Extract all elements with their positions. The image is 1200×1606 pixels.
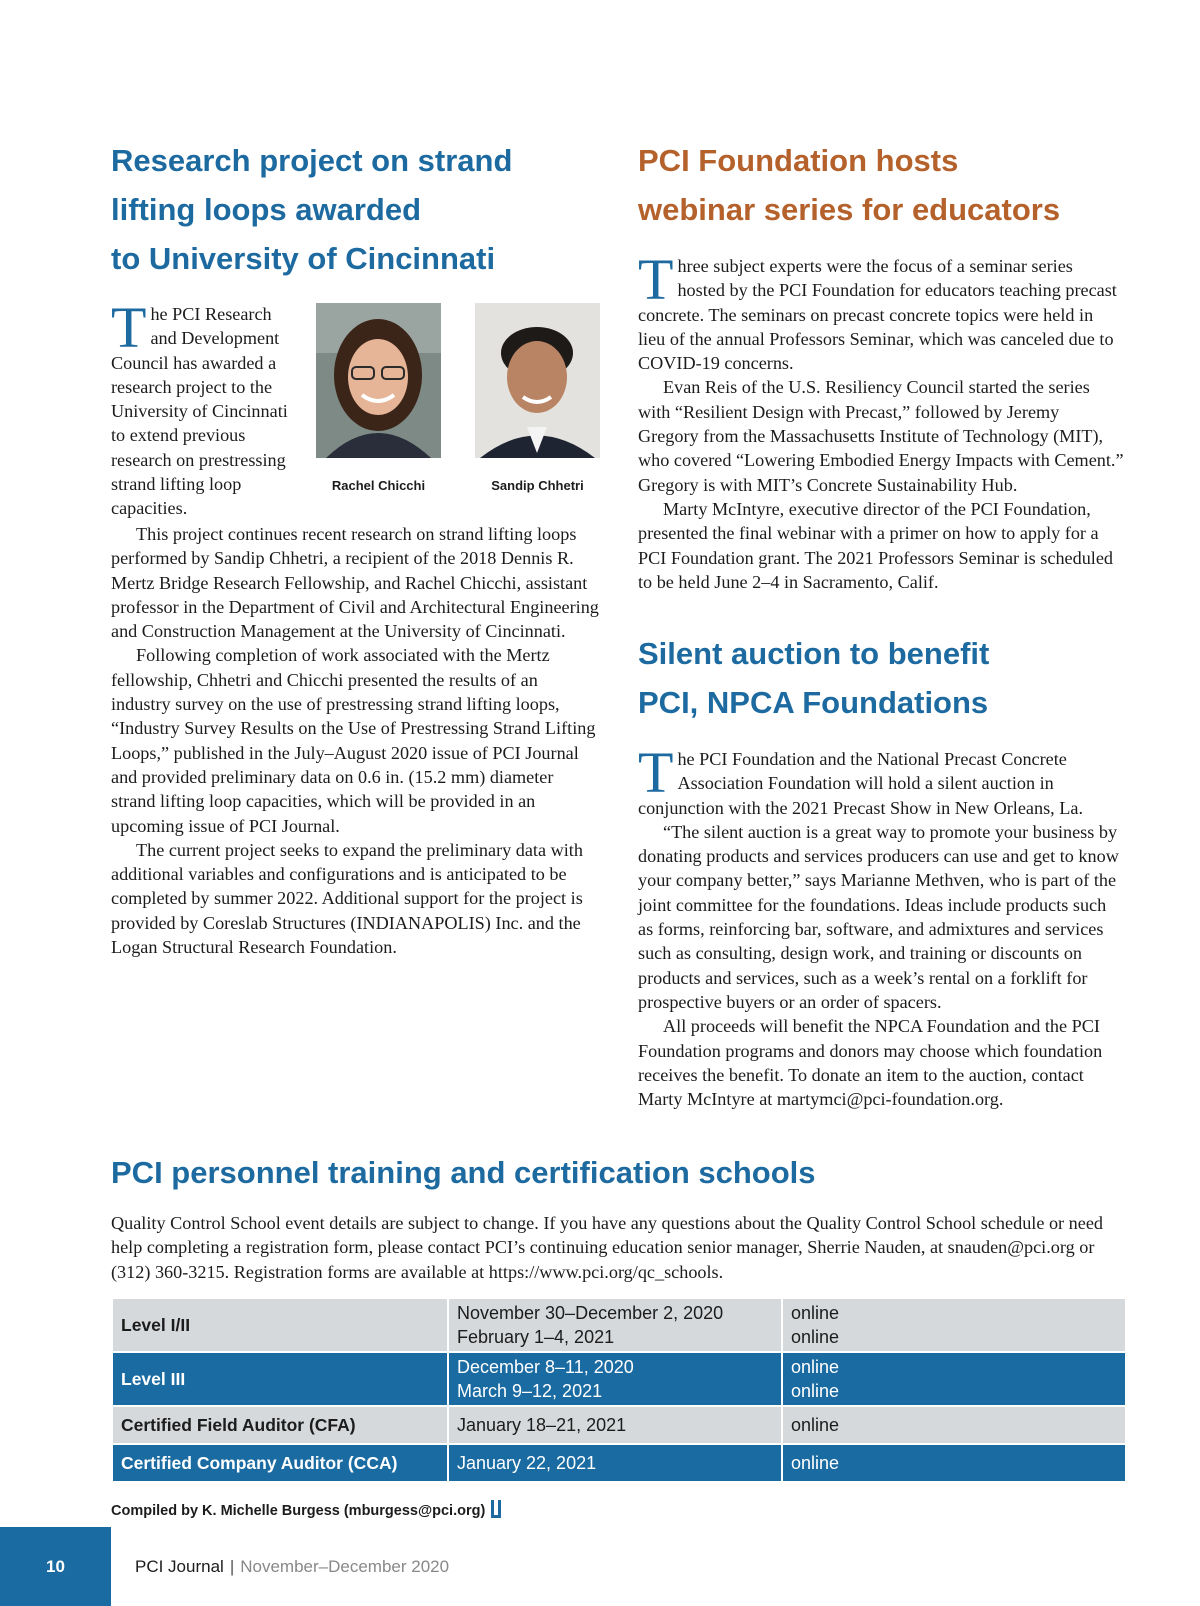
lead-text: hree subject experts were the focus of a seminar series hosted by the PCI Foundation for educators teaching precast concrete. The seminars on precast concrete topics were held in lieu of the annual Professors Seminar, which was canceled due to COVID-19 concerns. [638,256,1117,374]
drop-cap: T [638,247,674,312]
location-cell [782,1444,1126,1482]
date-line: January 18–21, 2021 [457,1415,627,1435]
compiled-by [111,1500,501,1519]
date-line: December 8–11, 2020 [457,1357,634,1377]
running-footer [135,1557,449,1577]
dates-cell [448,1406,782,1444]
location-cell [782,1352,1126,1406]
heading-line: PCI Foundation hosts [638,143,959,178]
page-number: 10 [46,1557,65,1576]
table-row [112,1298,1126,1352]
paragraph: Following completion of work associated with the Mertz fellowship, Chhetri and Chicchi presented the results of an industry survey on the use of prestressing strand lifting loops, “Industry Survey Results on the Use of Prestressing Strand Lifting Loops,” published in the July–August 2020 issue of PCI Journal and provided preliminary data on 0.6 in. (15.2 mm) diameter strand lifting loop capacities, which will be provided in an upcoming issue of PCI Journal. [111,645,596,836]
lead-paragraph [111,295,291,521]
lead-paragraph [638,740,1124,820]
lead-text: he PCI Foundation and the National Precast Concrete Association Foundation will hold a silent auction in conjunction with the 2021 Precast Show in New Orleans, La. [638,749,1083,818]
research-heading [111,136,512,283]
compiled-by-text: Compiled by K. Michelle Burgess (mburgess@pci.org) [111,1503,486,1519]
paragraph: Marty McIntyre, executive director of the PCI Foundation, presented the final webinar with a primer on how to apply for a PCI Foundation grant. The 2021 Professors Seminar is scheduled to be held June 2–4 in Sacramento, Calif. [638,498,1114,592]
heading-line: Research project on strand [111,143,513,178]
table-row [112,1352,1126,1406]
location-line: online [791,1415,840,1435]
photo-caption: Sandip Chhetri [491,478,584,493]
heading-line: to University of Cincinnati [111,241,496,276]
dates-cell [448,1444,782,1482]
schedule-table [111,1297,1127,1483]
portrait-image [475,303,600,458]
photo-sandip-chhetri [475,303,600,458]
date-line: February 1–4, 2021 [457,1327,615,1347]
level-cell: Level III [112,1352,448,1406]
heading-line: webinar series for educators [638,192,1061,227]
drop-cap: T [111,295,147,360]
end-mark-icon [491,1500,501,1518]
photo-rachel-chicchi [316,303,441,458]
lead-paragraph [638,247,1124,375]
date-line: March 9–12, 2021 [457,1381,603,1401]
heading-line: PCI personnel training and certification schools [111,1155,816,1190]
location-cell [782,1406,1126,1444]
level-cell: Certified Field Auditor (CFA) [112,1406,448,1444]
webinar-body [638,247,1124,594]
paragraph: “The silent auction is a great way to promote your business by donating products and services producers can use and get to know your company better,” says Marianne Methven, who is part of the joint committee for the foundations. Ideas include products such as forms, reinforcing bar, software, and admixtures and services such as consulting, design work, and training or discounts on products and services, such as a week’s rental on a forklift for prospective buyers or an order of spacers. [638,821,1119,1012]
date-line: January 22, 2021 [457,1453,597,1473]
table-row [112,1406,1126,1444]
journal-name: PCI Journal [135,1557,224,1576]
research-lead [111,295,291,521]
dates-cell [448,1352,782,1406]
schools-heading [111,1148,816,1197]
table-row [112,1444,1126,1482]
research-body [111,522,599,959]
heading-line: Silent auction to benefit [638,636,990,671]
location-line: online [791,1327,840,1347]
location-line: online [791,1453,840,1473]
paragraph: Evan Reis of the U.S. Resiliency Council started the series with “Resilient Design with Precast,” followed by Jeremy Gregory from the Massachusetts Institute of Technology (MIT), who covered “Lowering Embodied Energy Impacts with Cement.” Gregory is with MIT’s Concrete Sustainability Hub. [638,377,1124,495]
auction-body [638,740,1124,1111]
location-line: online [791,1381,840,1401]
issue-date: November–December 2020 [240,1557,450,1576]
paragraph: All proceeds will benefit the NPCA Foundation and the PCI Foundation programs and donors may choose which foundation receives the benefit. To donate an item to the auction, contact Marty McIntyre at martymci@pci-foundation.org. [638,1016,1103,1110]
heading-line: PCI, NPCA Foundations [638,685,989,720]
location-line: online [791,1303,840,1323]
date-line: November 30–December 2, 2020 [457,1303,724,1323]
auction-heading [638,629,989,727]
level-cell: Certified Company Auditor (CCA) [112,1444,448,1482]
drop-cap: T [638,740,674,805]
schools-intro: Quality Control School event details are subject to change. If you have any questions about the Quality Control School schedule or need help completing a registration form, please contact PCI’s continuing education senior manager, Sherrie Nauden, at snauden@pci.org or (312) 360-3215. Registration forms are available at https://www.pci.org/qc_schools. [111,1213,1103,1282]
lead-text: he PCI Research and Development Council has awarded a research project to the University of Cincinnati to extend previous research on prestressing strand lifting loop capacities. [111,304,288,519]
paragraph: This project continues recent research on strand lifting loops performed by Sandip Chhetri, a recipient of the 2018 Dennis R. Mertz Bridge Research Fellowship, and Rachel Chicchi, assistant professor in the Department of Civil and Architectural Engineering and Construction Management at the University of Cincinnati. [111,524,599,642]
dates-cell [448,1298,782,1352]
location-cell [782,1298,1126,1352]
portrait-image [316,303,441,458]
paragraph: The current project seeks to expand the preliminary data with additional variables and configurations and is anticipated to be completed by summer 2022. Additional support for the project is provided by Coreslab Structures (INDIANAPOLIS) Inc. and the Logan Structural Research Foundation. [111,839,583,958]
location-line: online [791,1357,840,1377]
level-cell: Level I/II [112,1298,448,1352]
heading-line: lifting loops awarded [111,192,422,227]
footer-separator: | [229,1557,235,1576]
webinar-heading [638,136,1060,234]
photo-caption: Rachel Chicchi [331,478,426,493]
